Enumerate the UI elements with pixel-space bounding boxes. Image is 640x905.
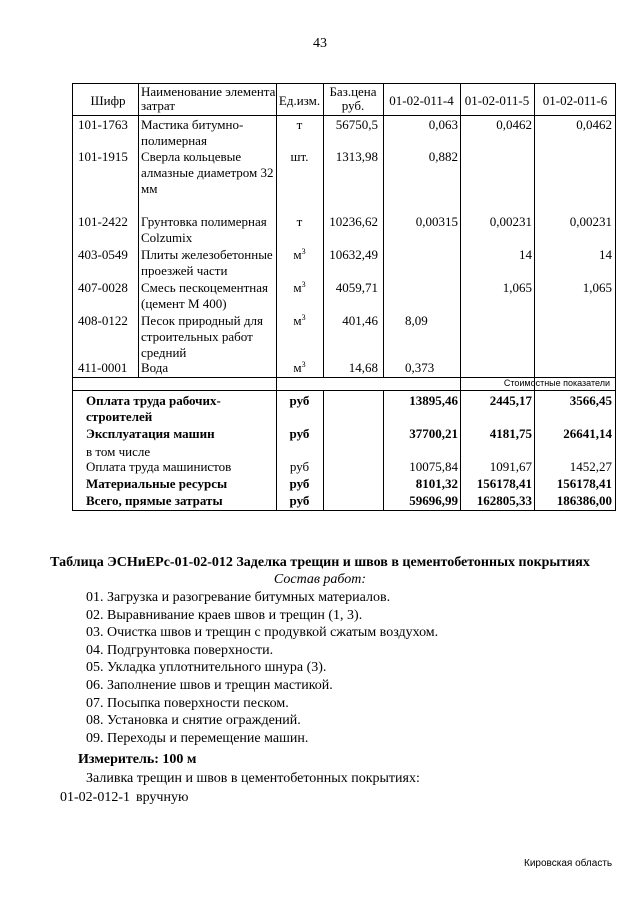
list-item: 09. Переходы и перемещение машин. xyxy=(86,730,309,746)
work-description: Заливка трещин и швов в цементобетонных покрытиях: xyxy=(86,771,420,786)
summary-unit: руб xyxy=(289,426,310,441)
row-value-4: 0,373 xyxy=(405,360,435,375)
summary-name: в том числе xyxy=(86,444,151,459)
list-item: 04. Подгрунтовка поверхности. xyxy=(86,642,274,658)
summary-name: Эксплуатация машин xyxy=(86,426,215,441)
row-value-5: 14 xyxy=(519,247,532,262)
row-name: Вода xyxy=(141,360,169,375)
col-line xyxy=(276,83,277,511)
summary-value-5: 156178,41 xyxy=(476,476,532,491)
row-unit: $м^3$ xyxy=(293,360,306,375)
row-value-6: 14 xyxy=(599,247,612,262)
summary-unit: руб xyxy=(289,493,310,508)
row-unit: $м^3$ xyxy=(293,313,306,328)
row-value-5: 0,00231 xyxy=(489,214,532,229)
row-value-6: 0,00231 xyxy=(569,214,612,229)
list-item: 08. Установка и снятие ограждений. xyxy=(86,713,301,729)
row-unit: шт. xyxy=(290,149,309,164)
row-price: 10632,49 xyxy=(329,247,378,262)
row-unit: т xyxy=(296,214,303,229)
header-unit: Ед.изм. xyxy=(278,93,321,108)
col-line xyxy=(72,83,73,511)
row-price: 14,68 xyxy=(348,360,378,375)
list-item: 06. Заполнение швов и трещин мастикой. xyxy=(86,677,333,693)
header-col-6: 01-02-011-6 xyxy=(542,93,608,108)
header-name: Наименование элемента затрат xyxy=(141,84,276,113)
row-name: Песок природный для строительных работ средний xyxy=(141,313,263,360)
summary-unit: руб xyxy=(289,459,310,474)
section-subtitle: Состав работ: xyxy=(273,572,367,587)
summary-name: Оплата труда рабочих-строителей xyxy=(86,393,221,424)
list-item: 01. Загрузка и разогревание битумных материалов. xyxy=(86,590,391,605)
row-code: 101-1763 xyxy=(78,117,128,132)
summary-value-6: 3566,45 xyxy=(569,393,612,408)
summary-value-6: 26641,14 xyxy=(563,426,612,441)
header-col-5: 01-02-011-5 xyxy=(464,93,530,108)
row-code: 408-0122 xyxy=(78,313,128,328)
col-line xyxy=(534,83,535,511)
row-code: 411-0001 xyxy=(78,360,128,375)
summary-value-6: 156178,41 xyxy=(556,476,612,491)
row-value-5: 0,0462 xyxy=(496,117,532,132)
col-line xyxy=(615,83,616,511)
row-value-4: 0,063 xyxy=(428,117,458,132)
summary-value-4: 59696,99 xyxy=(409,493,458,508)
table-header-row xyxy=(72,85,616,115)
measure-unit: Измеритель: 100 м xyxy=(78,752,197,767)
summary-value-4: 37700,21 xyxy=(409,426,458,441)
summary-value-4: 10075,84 xyxy=(409,459,458,474)
row-price: 10236,62 xyxy=(329,214,378,229)
list-item: 05. Укладка уплотнительного шнура (3). xyxy=(86,660,327,676)
row-price: 1313,98 xyxy=(335,149,378,164)
col-line xyxy=(460,83,461,511)
resource-table xyxy=(72,83,616,511)
summary-value-5: 1091,67 xyxy=(489,459,532,474)
footer-region: Кировская область xyxy=(524,858,613,869)
list-item: 07. Посыпка поверхности песком. xyxy=(86,695,289,711)
row-value-6: 1,065 xyxy=(582,280,612,295)
row-name: Грунтовка полимерная Colzumix xyxy=(141,214,267,245)
summary-name: Всего, прямые затраты xyxy=(86,493,223,508)
list-item: 02. Выравнивание краев швов и трещин (1, 3). xyxy=(86,607,363,623)
summary-value-6: 1452,27 xyxy=(569,459,612,474)
row-unit: $м^3$ xyxy=(293,247,306,262)
summary-value-4: 8101,32 xyxy=(415,476,458,491)
section-title: Таблица ЭСНиЕРс-01-02-012 Заделка трещин и швов в цементобетонных покрытиях xyxy=(50,555,590,570)
header-price: Баз.цена руб. xyxy=(329,84,377,113)
summary-unit: руб xyxy=(289,476,310,491)
row-value-4: 0,882 xyxy=(428,149,458,164)
row-code: 407-0028 xyxy=(78,280,128,295)
row-value-4: 0,00315 xyxy=(415,214,458,229)
summary-value-5: 4181,75 xyxy=(489,426,532,441)
row-name: Смесь пескоцементная (цемент М 400) xyxy=(141,280,268,311)
row-value-5: 1,065 xyxy=(502,280,532,295)
summary-name: Материальные ресурсы xyxy=(86,476,228,491)
row-name: Мастика битумно-полимерная xyxy=(141,117,244,148)
row-unit: т xyxy=(296,117,303,132)
row-name: Сверла кольцевые алмазные диаметром 32 мм xyxy=(141,149,274,196)
row-value-4: 8,09 xyxy=(405,313,428,328)
summary-name: Оплата труда машинистов xyxy=(86,459,232,474)
work-code: 01-02-012-1 xyxy=(60,790,130,805)
summary-value-6: 186386,00 xyxy=(556,493,612,508)
row-unit: $м^3$ xyxy=(293,280,306,295)
row-price: 56750,5 xyxy=(335,117,378,132)
row-price: 4059,71 xyxy=(335,280,378,295)
operations-list xyxy=(86,589,438,747)
header-col-4: 01-02-011-4 xyxy=(389,93,454,108)
row-name: Плиты железобетонные проезжей части xyxy=(141,247,273,278)
page-number: 43 xyxy=(313,36,327,51)
row-code: 101-1915 xyxy=(78,149,128,164)
row-code: 101-2422 xyxy=(78,214,128,229)
row-price: 401,46 xyxy=(342,313,378,328)
work-code-desc: вручную xyxy=(136,790,189,805)
list-item: 03. Очистка швов и трещин с продувкой сжатым воздухом. xyxy=(86,625,439,641)
col-line xyxy=(323,390,324,511)
summary-value-5: 162805,33 xyxy=(476,493,532,508)
summary-value-4: 13895,46 xyxy=(409,393,458,408)
row-code: 403-0549 xyxy=(78,247,128,262)
row-value-6: 0,0462 xyxy=(576,117,612,132)
summary-value-5: 2445,17 xyxy=(489,393,532,408)
summary-unit: руб xyxy=(289,393,310,408)
code-line xyxy=(60,790,188,806)
header-code: Шифр xyxy=(90,93,126,108)
cost-indicators-label: Стоимостные показатели xyxy=(503,378,610,388)
